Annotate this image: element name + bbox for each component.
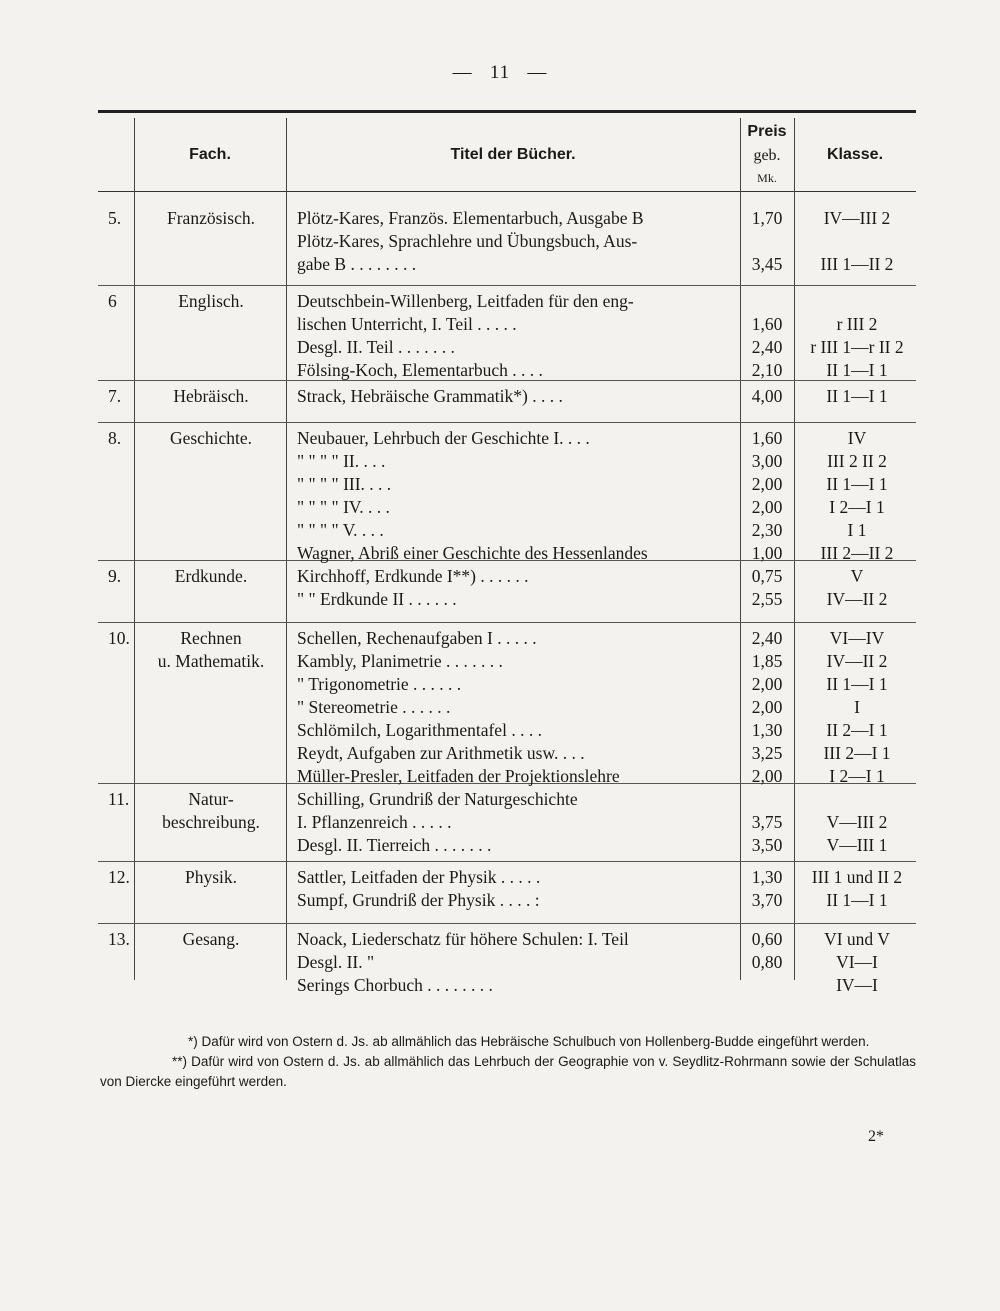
class-range: VI—I	[836, 952, 878, 972]
class-range: III 2 II 2	[827, 451, 887, 471]
book-price: 3,25	[751, 743, 783, 763]
section-number: 7.	[108, 386, 122, 406]
book-price: 0,60	[751, 929, 783, 949]
class-range: r III 2	[836, 314, 878, 334]
header-klasse: Klasse.	[826, 146, 884, 163]
class-range: I 2—I 1	[829, 766, 885, 786]
book-title: " " " " V. . . .	[297, 520, 384, 540]
table-row	[0, 496, 1000, 519]
header-titel: Titel der Bücher.	[450, 146, 576, 163]
header-fach: Fach.	[189, 146, 231, 163]
subject-name: Erdkunde.	[174, 566, 248, 586]
subject-name: Französisch.	[167, 208, 255, 228]
subject-name: beschreibung.	[162, 812, 260, 832]
table-row	[0, 866, 1000, 889]
book-title: Serings Chorbuch . . . . . . . .	[297, 975, 493, 995]
table-row	[0, 811, 1000, 834]
book-price: 1,70	[751, 208, 783, 228]
book-title: Schilling, Grundriß der Naturgeschichte	[297, 789, 578, 809]
section-separator	[98, 422, 916, 423]
table-row	[0, 230, 1000, 253]
table-row	[0, 627, 1000, 650]
class-range: III 2—II 2	[820, 543, 894, 563]
book-price: 3,45	[751, 254, 783, 274]
sheet-signature: 2*	[868, 1128, 884, 1145]
book-title: " " Erdkunde II . . . . . .	[297, 589, 457, 609]
book-title: " " " " IV. . . .	[297, 497, 390, 517]
table-section	[0, 627, 1000, 788]
class-range: VI—IV	[829, 628, 885, 648]
book-price: 2,30	[751, 520, 783, 540]
book-title: Reydt, Aufgaben zur Arithmetik usw. . . .	[297, 743, 585, 763]
book-price: 0,75	[751, 566, 783, 586]
footnote-2: **) Dafür wird von Ostern d. Js. ab allmählich das Lehrbuch der Geographie von v. Seydlitz-Rohrmann sowie der Schulatlas von Diercke eingeführt werden.	[100, 1054, 916, 1089]
class-range: IV—II 2	[826, 651, 888, 671]
book-title: lischen Unterricht, I. Teil . . . . .	[297, 314, 517, 334]
section-number: 13.	[108, 929, 130, 949]
book-price: 1,30	[751, 867, 783, 887]
table-row	[0, 450, 1000, 473]
page-number-value: 11	[489, 62, 511, 83]
class-range: III 1—II 2	[820, 254, 894, 274]
header-preis: Preis	[747, 123, 787, 140]
table-row	[0, 588, 1000, 611]
table-row	[0, 719, 1000, 742]
book-title: " " " " II. . . .	[297, 451, 386, 471]
class-range: II 1—I 1	[826, 360, 888, 380]
book-price: 1,60	[751, 314, 783, 334]
table-section	[0, 290, 1000, 382]
section-separator	[98, 923, 916, 924]
book-title: Strack, Hebräische Grammatik*) . . . .	[297, 386, 563, 406]
book-title: Fölsing-Koch, Elementarbuch . . . .	[297, 360, 543, 380]
header-preis-geb: geb.	[753, 147, 781, 164]
book-title: Plötz-Kares, Sprachlehre und Übungsbuch, Aus-	[297, 231, 638, 251]
class-range: I	[854, 697, 860, 717]
book-title: Kambly, Planimetrie . . . . . . .	[297, 651, 503, 671]
table-row	[0, 336, 1000, 359]
dash-left: —	[452, 62, 473, 83]
book-title: Deutschbein-Willenberg, Leitfaden für den eng-	[297, 291, 634, 311]
table-row	[0, 696, 1000, 719]
book-price: 0,80	[751, 952, 783, 972]
class-range: IV—II 2	[826, 589, 888, 609]
book-title: Schellen, Rechenaufgaben I . . . . .	[297, 628, 537, 648]
table-row	[0, 565, 1000, 588]
book-price: 3,00	[751, 451, 783, 471]
section-separator	[98, 622, 916, 623]
table-row	[0, 834, 1000, 857]
table-row	[0, 765, 1000, 788]
class-range: V	[850, 566, 864, 586]
book-title: gabe B . . . . . . . .	[297, 254, 417, 274]
subject-name: Gesang.	[182, 929, 240, 949]
class-range: I 2—I 1	[829, 497, 885, 517]
table-row	[0, 359, 1000, 382]
subject-name: Natur-	[188, 789, 234, 809]
book-price: 2,00	[751, 497, 783, 517]
subject-name: Rechnen	[180, 628, 242, 648]
table-row	[0, 253, 1000, 276]
book-title: " Trigonometrie . . . . . .	[297, 674, 462, 694]
book-price: 2,00	[751, 697, 783, 717]
class-range: IV—I	[836, 975, 878, 995]
class-range: III 1 und II 2	[811, 867, 903, 887]
book-price: 3,50	[751, 835, 783, 855]
table-row	[0, 207, 1000, 230]
section-number: 10.	[108, 628, 130, 648]
table-row	[0, 742, 1000, 765]
table-row	[0, 951, 1000, 974]
table-row	[0, 290, 1000, 313]
book-title: Desgl. II. Teil . . . . . . .	[297, 337, 455, 357]
table-section	[0, 866, 1000, 912]
section-number: 5.	[108, 208, 122, 228]
book-title: Desgl. II. Tierreich . . . . . . .	[297, 835, 492, 855]
class-range: I 1	[847, 520, 867, 540]
book-price: 4,00	[751, 386, 783, 406]
book-price: 1,85	[751, 651, 783, 671]
book-title: Sattler, Leitfaden der Physik . . . . .	[297, 867, 541, 887]
book-price: 2,00	[751, 674, 783, 694]
book-price: 2,55	[751, 589, 783, 609]
table-row	[0, 427, 1000, 450]
table-row	[0, 673, 1000, 696]
book-price: 2,00	[751, 766, 783, 786]
section-number: 6	[108, 291, 117, 311]
book-title: Plötz-Kares, Französ. Elementarbuch, Ausgabe B	[297, 208, 644, 228]
book-price: 2,10	[751, 360, 783, 380]
table-row	[0, 974, 1000, 997]
table-row	[0, 385, 1000, 408]
table-row	[0, 313, 1000, 336]
book-title: Sumpf, Grundriß der Physik . . . . :	[297, 890, 540, 910]
section-number: 12.	[108, 867, 130, 887]
table-row	[0, 650, 1000, 673]
subject-name: u. Mathematik.	[157, 651, 265, 671]
table-section	[0, 565, 1000, 611]
subject-name: Geschichte.	[169, 428, 253, 448]
table-row	[0, 473, 1000, 496]
book-title: Schlömilch, Logarithmentafel . . . .	[297, 720, 542, 740]
table-section	[0, 427, 1000, 565]
section-number: 11.	[108, 789, 130, 809]
subject-name: Hebräisch.	[173, 386, 249, 406]
book-title: " " " " III. . . .	[297, 474, 392, 494]
footnotes	[100, 1032, 916, 1092]
table-row	[0, 889, 1000, 912]
book-price: 2,00	[751, 474, 783, 494]
section-separator	[98, 285, 916, 286]
header-preis-mk: Mk.	[757, 171, 777, 185]
book-price: 3,75	[751, 812, 783, 832]
book-title: Kirchhoff, Erdkunde I**) . . . . . .	[297, 566, 529, 586]
table-section	[0, 788, 1000, 857]
class-range: IV	[847, 428, 867, 448]
book-title: Wagner, Abriß einer Geschichte des Hessenlandes	[297, 543, 648, 563]
book-price: 3,70	[751, 890, 783, 910]
class-range: IV—III 2	[823, 208, 891, 228]
book-title: Müller-Presler, Leitfaden der Projektionslehre	[297, 766, 620, 786]
table-section	[0, 385, 1000, 408]
section-separator	[98, 861, 916, 862]
section-number: 8.	[108, 428, 122, 448]
table-row	[0, 542, 1000, 565]
book-price: 2,40	[751, 337, 783, 357]
book-title: Desgl. II. "	[297, 952, 375, 972]
book-title: Neubauer, Lehrbuch der Geschichte I. . . .	[297, 428, 590, 448]
dash-right: —	[527, 62, 548, 83]
book-price: 2,40	[751, 628, 783, 648]
class-range: III 2—I 1	[823, 743, 891, 763]
section-number: 9.	[108, 566, 122, 586]
table-top-rule	[98, 110, 916, 113]
class-range: V—III 1	[826, 835, 888, 855]
book-title: Noack, Liederschatz für höhere Schulen: I. Teil	[297, 929, 629, 949]
subject-name: Englisch.	[178, 291, 244, 311]
class-range: II 1—I 1	[826, 474, 888, 494]
table-row	[0, 788, 1000, 811]
table-row	[0, 928, 1000, 951]
class-range: r III 1—r II 2	[810, 337, 904, 357]
page-number	[0, 62, 1000, 84]
class-range: II 1—I 1	[826, 674, 888, 694]
class-range: II 1—I 1	[826, 890, 888, 910]
book-title: " Stereometrie . . . . . .	[297, 697, 451, 717]
table-section	[0, 207, 1000, 276]
class-range: V—III 2	[826, 812, 888, 832]
table-section	[0, 928, 1000, 997]
subject-name: Physik.	[184, 867, 238, 887]
class-range: II 1—I 1	[826, 386, 888, 406]
book-title: I. Pflanzenreich . . . . .	[297, 812, 452, 832]
class-range: II 2—I 1	[826, 720, 888, 740]
table-row	[0, 519, 1000, 542]
footnote-1: *) Dafür wird von Ostern d. Js. ab allmählich das Hebräische Schulbuch von Hollenberg-Budde eingeführt werden.	[188, 1034, 870, 1049]
book-price: 1,00	[751, 543, 783, 563]
book-price: 1,60	[751, 428, 783, 448]
class-range: VI und V	[824, 929, 890, 949]
book-price: 1,30	[751, 720, 783, 740]
